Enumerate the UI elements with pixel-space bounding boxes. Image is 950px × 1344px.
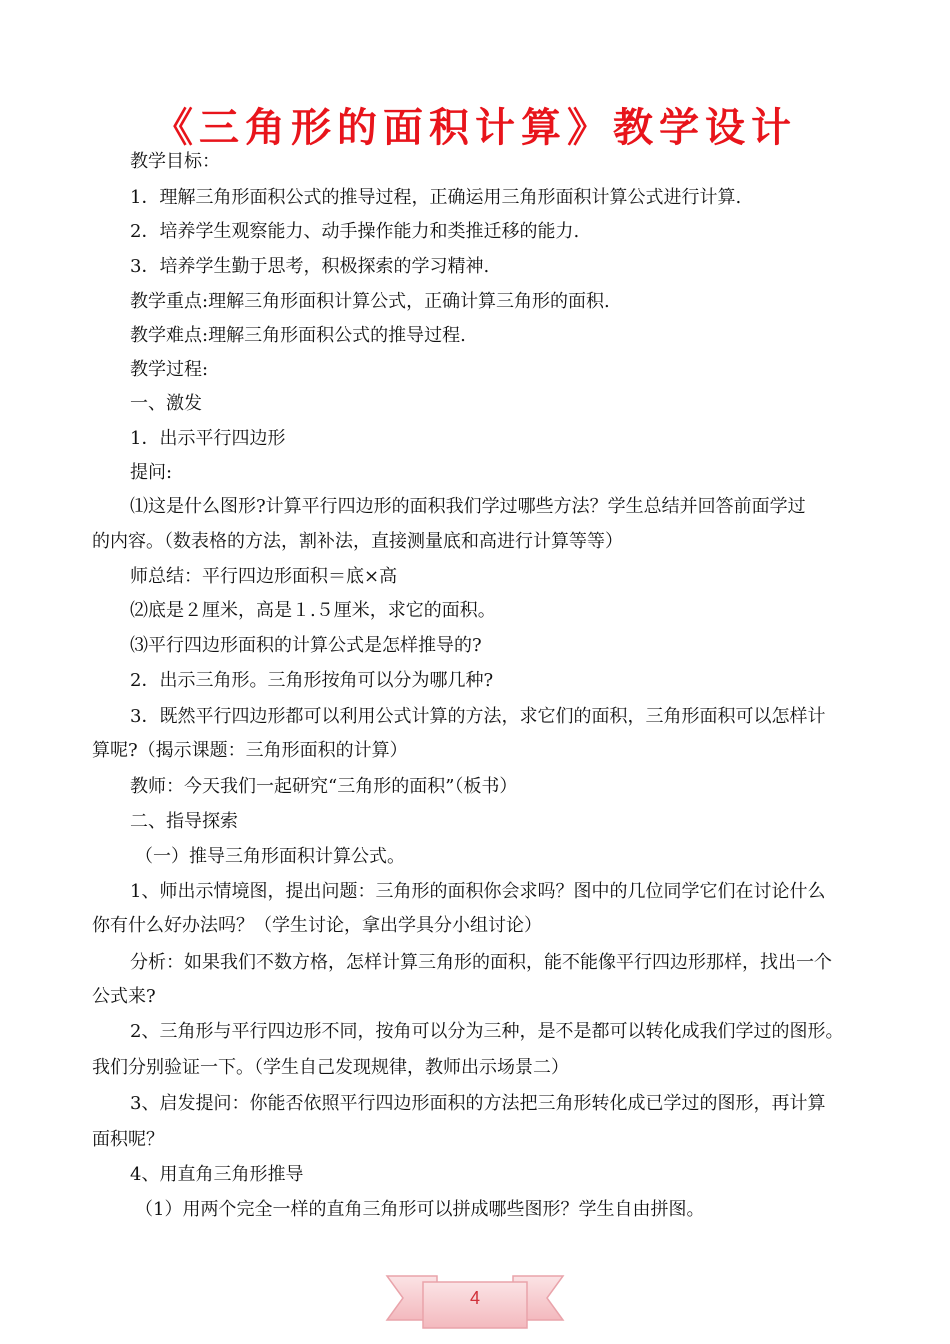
text-line: 1、师出示情境图，提出问题：三角形的面积你会求吗？图中的几位同学它们在讨论什么: [130, 881, 826, 902]
text-line: 师总结：平行四边形面积＝底×高: [130, 566, 398, 587]
text-line: 3．培养学生勤于思考，积极探索的学习精神.: [130, 256, 490, 277]
text-line: 2．培养学生观察能力、动手操作能力和类推迁移的能力.: [130, 221, 580, 242]
text-line: 公式来?: [92, 986, 156, 1007]
text-line: 教学难点:理解三角形面积公式的推导过程.: [130, 325, 466, 346]
text-line: ⑶平行四边形面积的计算公式是怎样推导的?: [130, 635, 482, 656]
text-line: 教师：今天我们一起研究“三角形的面积”（板书）: [130, 776, 518, 797]
text-line: 教学过程:: [130, 359, 209, 380]
text-line: 教学目标：: [130, 151, 220, 172]
section-heading: 二、指导探索: [130, 811, 238, 832]
text-line: ⑵底是２厘米，高是１.５厘米，求它的面积。: [130, 600, 496, 621]
text-line: 算呢?（揭示课题：三角形面积的计算）: [92, 740, 408, 761]
text-line: 你有什么好办法吗？（学生讨论，拿出学具分小组讨论）: [92, 915, 542, 936]
text-line: 面积呢？: [92, 1129, 164, 1150]
text-line: ⑴这是什么图形?计算平行四边形的面积我们学过哪些方法？学生总结并回答前面学过: [130, 496, 806, 517]
document-title: 《三角形的面积计算》教学设计: [153, 105, 797, 151]
text-line: 2．出示三角形。三角形按角可以分为哪几种?: [130, 670, 494, 691]
section-heading: 一、激发: [130, 393, 202, 414]
text-line: 3．既然平行四边形都可以利用公式计算的方法，求它们的面积，三角形面积可以怎样计: [130, 706, 826, 727]
text-line: 3、启发提问：你能否依照平行四边形面积的方法把三角形转化成已学过的图形，再计算: [130, 1093, 826, 1114]
text-line: 教学重点:理解三角形面积计算公式，正确计算三角形的面积.: [130, 291, 610, 312]
text-line: 提问:: [130, 462, 173, 483]
text-line: 我们分别验证一下。（学生自己发现规律，教师出示场景二）: [92, 1057, 569, 1078]
text-line: 的内容。（数表格的方法，割补法，直接测量底和高进行计算等等）: [92, 531, 623, 552]
text-line: 4、用直角三角形推导: [130, 1164, 304, 1185]
text-line: 1．出示平行四边形: [130, 428, 286, 449]
text-line: 分析：如果我们不数方格，怎样计算三角形的面积，能不能像平行四边形那样，找出一个: [130, 952, 832, 973]
text-line: 1．理解三角形面积公式的推导过程，正确运用三角形面积计算公式进行计算.: [130, 187, 742, 208]
text-line: 2、三角形与平行四边形不同，按角可以分为三种，是不是都可以转化成我们学过的图形。: [130, 1021, 844, 1042]
subsection-heading: （一）推导三角形面积计算公式。: [135, 846, 405, 867]
text-line: （1）用两个完全一样的直角三角形可以拼成哪些图形？学生自由拼图。: [135, 1199, 705, 1220]
page-number: 4: [469, 1288, 480, 1308]
page-number-badge: [385, 1268, 565, 1338]
